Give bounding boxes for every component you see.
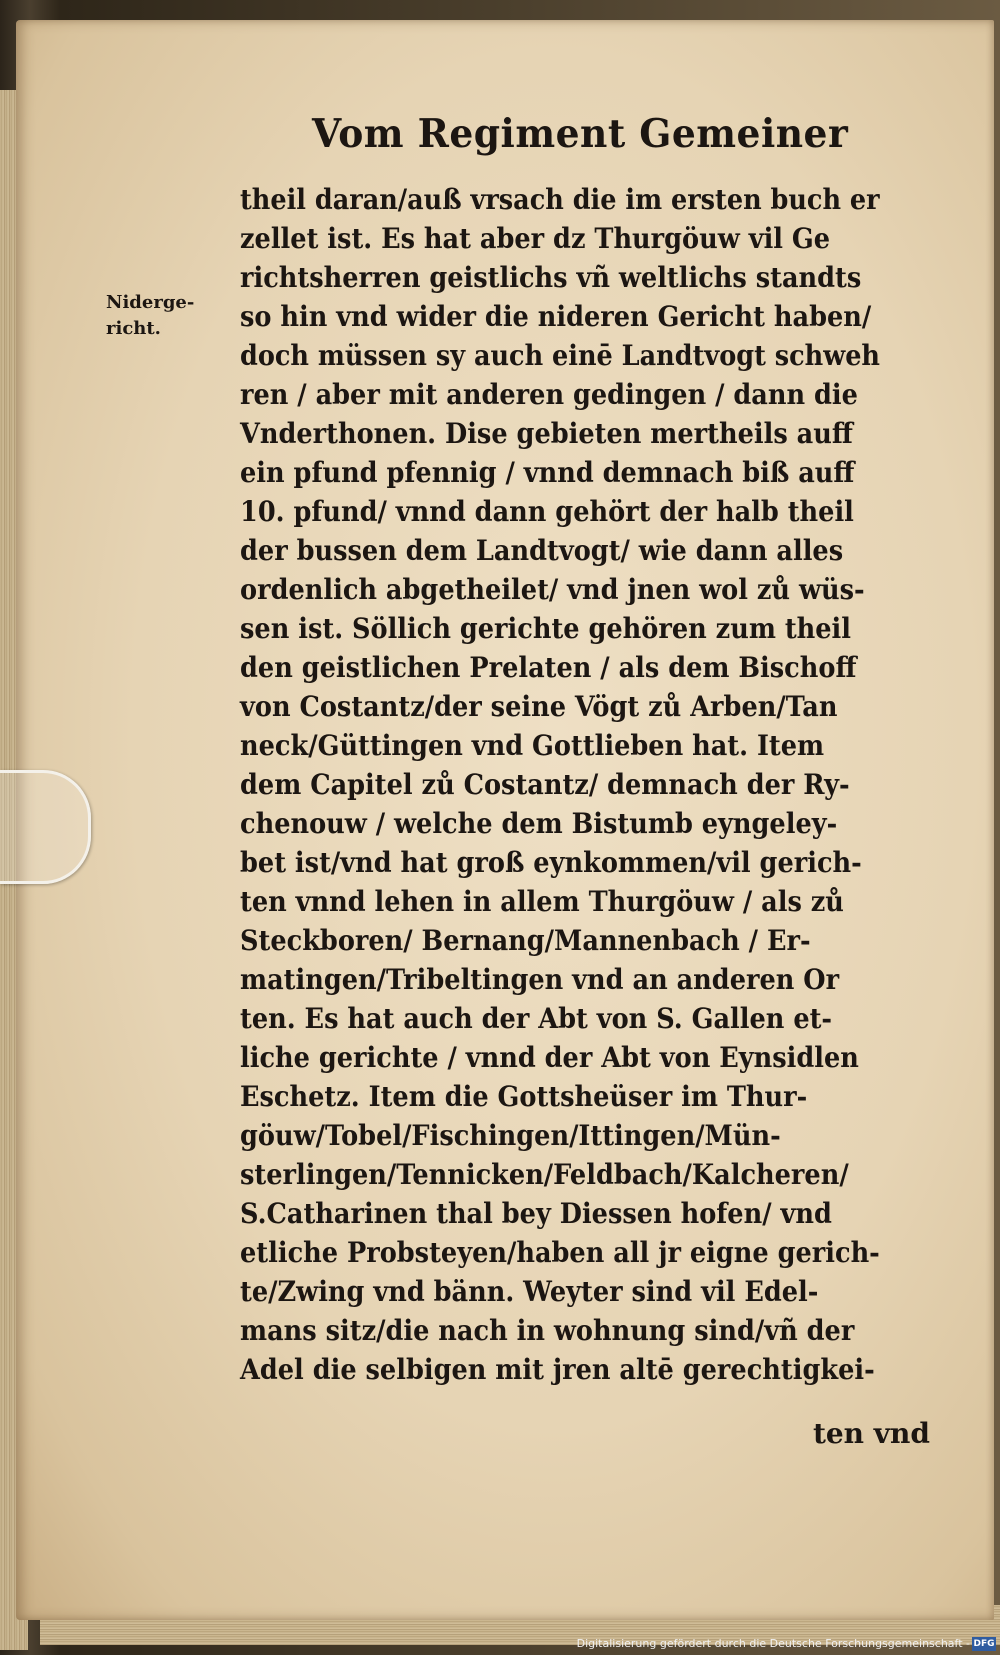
dfg-logo: DFG: [973, 1639, 995, 1649]
text-line: sterlingen/Tennicken/Feldbach/Kalcheren/: [240, 1158, 849, 1191]
text-line: S.Catharinen thal bey Diessen hofen/ vnd: [240, 1197, 832, 1230]
text-line: göuw/Tobel/Fischingen/Ittingen/Mün-: [240, 1119, 781, 1152]
text-line: der bussen dem Landtvogt/ wie dann alles: [240, 534, 844, 567]
marginal-note: [106, 290, 216, 342]
text-line: ren / aber mit anderen gedingen / dann die: [240, 378, 858, 411]
text-line: ordenlich abgetheilet/ vnd jnen wol zů wüs-: [240, 573, 865, 606]
text-line: richtsherren geistlichs vñ weltlichs standts: [240, 261, 862, 294]
text-line: den geistlichen Prelaten / als dem Bischoff: [240, 651, 857, 684]
text-line: theil daran/auß vrsach die im ersten buch er: [240, 183, 880, 216]
marginal-note-line: richt.: [106, 318, 161, 339]
body-text: [240, 180, 940, 1389]
text-line: Eschetz. Item die Gottsheüser im Thur-: [240, 1080, 808, 1113]
text-line: chenouw / welche dem Bistumb eyngeley-: [240, 807, 838, 840]
text-line: ten. Es hat auch der Abt von S. Gallen et-: [240, 1002, 833, 1035]
running-head: Vom Regiment Gemeiner: [312, 111, 849, 157]
text-line: so hin vnd wider die nideren Gericht haben/: [240, 300, 872, 333]
text-line: etliche Probsteyen/haben all jr eigne gerich-: [240, 1236, 880, 1269]
text-line: zellet ist. Es hat aber dz Thurgöuw vil Ge: [240, 222, 831, 255]
marginal-note-line: Niderge-: [106, 292, 195, 313]
text-line: neck/Güttingen vnd Gottlieben hat. Item: [240, 729, 825, 762]
text-line: Steckboren/ Bernang/Mannenbach / Er-: [240, 924, 811, 957]
text-line: doch müssen sy auch einē Landtvogt schweh: [240, 339, 880, 372]
text-line: bet ist/vnd hat groß eynkommen/vil gerich-: [240, 846, 862, 879]
digitization-credit: Digitalisierung gefördert durch die Deutsche Forschungsgemeinschaft -: [576, 1637, 970, 1650]
text-line: matingen/Tribeltingen vnd an anderen Or: [240, 963, 840, 996]
text-line: te/Zwing vnd bänn. Weyter sind vil Edel-: [240, 1275, 819, 1308]
text-line: ein pfund pfennig / vnnd demnach biß auff: [240, 456, 855, 489]
text-line: dem Capitel zů Costantz/ demnach der Ry-: [240, 768, 850, 801]
catchword: ten vnd: [812, 1417, 930, 1450]
text-line: von Costantz/der seine Vögt zů Arben/Tan: [240, 690, 838, 723]
text-line: 10. pfund/ vnnd dann gehört der halb theil: [240, 495, 854, 528]
text-line: Adel die selbigen mit jren altē gerechtigkei-: [240, 1353, 875, 1386]
text-line: sen ist. Söllich gerichte gehören zum theil: [240, 612, 851, 645]
text-line: ten vnnd lehen in allem Thurgöuw / als zů: [240, 885, 844, 918]
text-line: liche gerichte / vnnd der Abt von Eynsidlen: [240, 1041, 859, 1074]
text-line: mans sitz/die nach in wohnung sind/vñ der: [240, 1314, 855, 1347]
text-line: Vnderthonen. Dise gebieten mertheils auff: [240, 417, 853, 450]
page-clip: [0, 770, 91, 884]
